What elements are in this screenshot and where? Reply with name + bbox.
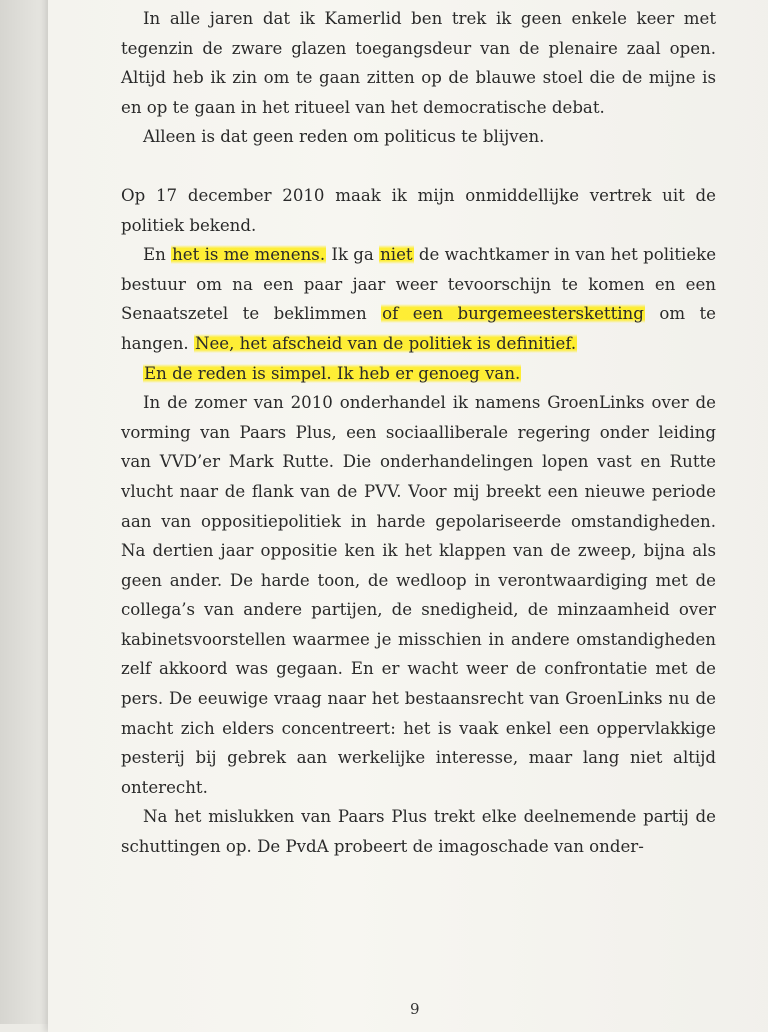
text-segment: In alle jaren dat ik Kamerlid ben trek ik geen enkele keer met tegenzin de zware glazen toegangsdeur van de plenaire zaal open. Altijd heb ik zin om te gaan zitten op de blauwe stoel die de mijne is en op te gaan in het ritueel van het democratische debat. [121,9,716,117]
paragraph-p6 [121,388,716,802]
text-segment: om te hangen. [121,304,716,353]
text-segment: Ik ga [326,245,380,265]
page-number: 9 [410,1000,420,1018]
text-segment: Na het mislukken van Paars Plus trekt elke deelnemende partij de schuttingen op. De PvdA probeert de imagoschade van onder- [121,807,716,857]
paragraph-p7 [121,802,716,861]
text-segment: Alleen is dat geen reden om politicus te blijven. [143,127,545,147]
highlighted-text: En de reden is simpel. Ik heb er genoeg van. [144,363,521,383]
text-segment: Op 17 december 2010 maak ik mijn onmiddellijke vertrek uit de politiek bekend. [121,185,716,235]
text-segment: En [143,245,172,265]
paragraph-p2 [121,122,716,152]
paragraph-p4 [121,240,716,358]
highlighted-text: niet [380,245,413,265]
text-segment: de wachtkamer in van het politieke bestuur om na een paar jaar weer tevoorschijn te komen en een Senaatszetel te beklimmen [121,245,717,324]
paragraph-p1 [121,4,716,122]
paragraph-p3 [121,181,716,240]
text-segment: In de zomer van 2010 onderhandel ik namens GroenLinks over de vorming van Paars Plus, een sociaalliberale regering onder leiding van VVD’er Mark Rutte. Die onderhandelingen lopen vast en Rutte vlucht naar de flank van de PVV. Voor mij breekt een nieuwe periode aan van oppositiepolitiek in harde gepolariseerde omstandigheden. Na dertien jaar oppositie ken ik het klappen van de zweep, bijna als geen ander. De harde toon, de wedloop in verontwaardiging met de collega’s van andere partijen, de snedigheid, de minzaamheid over kabinetsvoorstellen waarmee je misschien in andere omstandigheden zelf akkoord was gegaan. En er wacht weer de confrontatie met de pers. De eeuwige vraag naar het bestaansrecht van GroenLinks nu de macht zich elders concentreert: het is vaak enkel een oppervlakkige pesterij bij gebrek aan werkelijke interesse, maar lang niet altijd onterecht. [121,393,716,797]
highlighted-text: Nee, het afscheid van de politiek is definitief. [194,333,577,353]
paragraph-p5 [121,359,716,389]
body-text [121,4,716,862]
highlighted-text: of een burgemeestersketting [382,304,644,324]
facing-page-edge [0,0,48,1024]
highlighted-text: het is me menens. [172,245,326,265]
